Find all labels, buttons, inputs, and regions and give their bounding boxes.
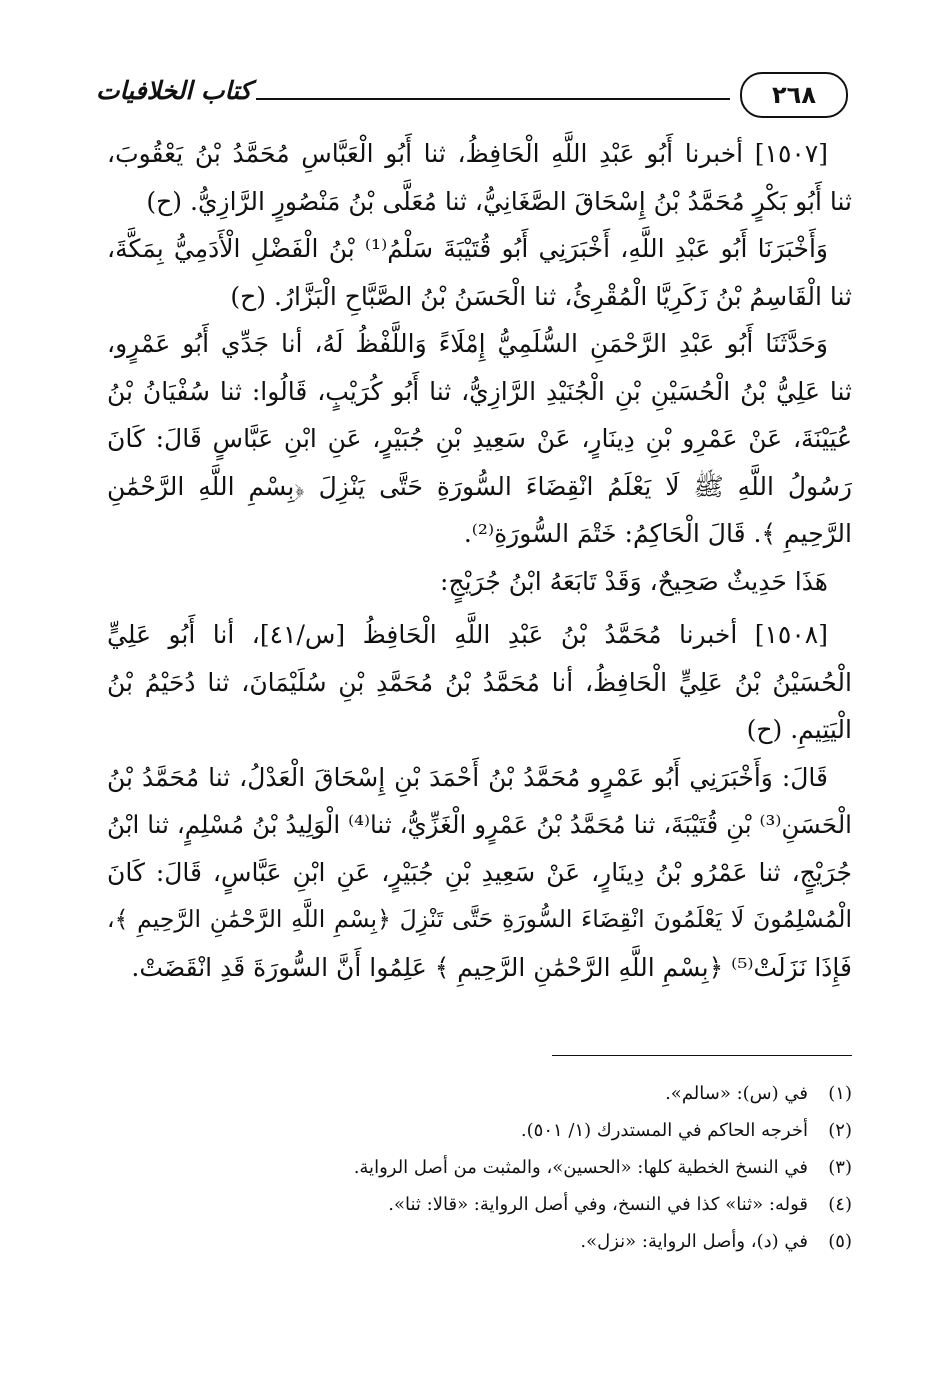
header-rule xyxy=(256,98,730,100)
text-line: عُيَيْنَةَ، عَنْ عَمْرِو بْنِ دِينَارٍ، عَنْ سَعِيدِ بْنِ جُبَيْرٍ، عَنِ ابْنِ عَبَّاسٍ قَالَ: كَانَ xyxy=(107,424,852,453)
text-line: قَالَ: وَأَخْبَرَنِي أَبُو عَمْرٍو مُحَمَّدُ بْنُ أَحْمَدَ بْنِ إِسْحَاقَ الْعَدْلُ، ثنا مُحَمَّدُ بْنُ xyxy=(107,762,828,792)
footnote-text: قوله: «ثنا» كذا في النسخ، وفي أصل الرواية: «قالا: ثنا». xyxy=(388,1194,808,1215)
text-line: [١٥٠٧] أخبرنا أَبُو عَبْدِ اللَّهِ الْحَافِظُ، ثنا أَبُو الْعَبَّاسِ مُحَمَّدُ بْنُ يَعْقُوبَ، xyxy=(107,139,828,168)
text-line: ثنا الْقَاسِمُ بْنُ زَكَرِيَّا الْمُقْرِئُ، ثنا الْحَسَنُ بْنُ الصَّبَّاحِ الْبَزَّارُ. (ح) xyxy=(230,281,852,311)
footnotes xyxy=(107,1075,852,1260)
text-line: الْمُسْلِمُونَ لَا يَعْلَمُونَ انْقِضَاءَ السُّورَةِ حَتَّى تَنْزِلَ ﴿بِسْمِ اللَّهِ الرَّحْمَٰنِ الرَّحِيمِ ﴾، xyxy=(107,905,852,933)
page-number: ٢٦٨ xyxy=(740,72,848,118)
text-line: رَسُولُ اللَّهِ ﷺ لَا يَعْلَمُ انْقِضَاءَ السُّورَةِ حَتَّى يَنْزِلَ ﴿بِسْمِ اللَّهِ الرَّحْمَٰنِ xyxy=(107,471,852,501)
footnote-text: في (د)، وأصل الرواية: «نزل». xyxy=(580,1231,808,1252)
text-line: فَإِذَا نَزَلَتْ⁽⁵⁾ ﴿بِسْمِ اللَّهِ الرَّحْمَٰنِ الرَّحِيمِ ﴾ عَلِمُوا أَنَّ السُّورَةَ قَدِ انْقَضَتْ. xyxy=(131,952,852,982)
text-line: الْحُسَيْنُ بْنُ عَلِيٍّ الْحَافِظُ، أنا مُحَمَّدُ بْنُ مُحَمَّدِ بْنِ سُلَيْمَانَ، ثنا دُحَيْمُ بْنُ xyxy=(107,667,852,697)
footnote-separator xyxy=(552,1055,852,1056)
text-line: هَذَا حَدِيثٌ صَحِيحٌ، وَقَدْ تَابَعَهُ ابْنُ جُرَيْجٍ: xyxy=(440,566,828,596)
text-line: الرَّحِيمِ ﴾. قَالَ الْحَاكِمُ: خَتْمَ السُّورَةِ⁽²⁾. xyxy=(463,519,852,548)
footnote xyxy=(107,1112,852,1149)
footnote xyxy=(107,1149,852,1186)
footnote-number: (٥) xyxy=(828,1231,852,1252)
text-line: وَحَدَّثَنَا أَبُو عَبْدِ الرَّحْمَنِ السُّلَمِيُّ إِمْلَاءً وَاللَّفْظُ لَهُ، أنا جَدِّي أَبُو عَمْرٍو، xyxy=(107,329,828,358)
text-line: الْيَتِيمِ. (ح) xyxy=(746,715,852,744)
text-line: [١٥٠٨] أخبرنا مُحَمَّدُ بْنُ عَبْدِ اللَّهِ الْحَافِظُ [س/٤١]، أنا أَبُو عَلِيٍّ xyxy=(107,620,828,649)
footnote-text: في (س): «سالم». xyxy=(665,1083,808,1104)
footnote-number: (٤) xyxy=(828,1194,852,1215)
footnote xyxy=(107,1186,852,1223)
footnote-text: أخرجه الحاكم في المستدرك (١/ ٥٠١). xyxy=(520,1120,808,1141)
text-line: وَأَخْبَرَنَا أَبُو عَبْدِ اللَّهِ، أَخْبَرَنِي أَبُو قُتَيْبَةَ سَلْمُ⁽¹⁾ بْنُ الْفَضْلِ الْأَدَمِيُّ بِمَكَّةَ، xyxy=(107,234,828,263)
text-line: الْحَسَنِ⁽³⁾ بْنِ قُتَيْبَةَ، ثنا مُحَمَّدُ بْنُ عَمْرٍو الْغَزِّيُّ، ثنا⁽⁴⁾ الْوَلِيدُ بْنُ مُسْلِمٍ، ثنا ابْنُ xyxy=(107,810,852,839)
page-header xyxy=(96,62,848,122)
text-line: جُرَيْجٍ، ثنا عَمْرُو بْنُ دِينَارٍ، عَنْ سَعِيدِ بْنِ جُبَيْرٍ، عَنِ ابْنِ عَبَّاسٍ، قَالَ: كَانَ xyxy=(107,857,852,887)
text-line: ثنا أَبُو بَكْرٍ مُحَمَّدُ بْنُ إِسْحَاقَ الصَّغَانِيُّ، ثنا مُعَلَّى بْنُ مَنْصُورٍ الرَّازِيُّ. (ح) xyxy=(146,186,852,216)
text-line: ثنا عَلِيُّ بْنُ الْحُسَيْنِ بْنِ الْجُنَيْدِ الرَّازِيُّ، ثنا أَبُو كُرَيْبٍ، قَالُوا: ثنا سُفْيَانُ بْنُ xyxy=(107,376,852,406)
footnote-text: في النسخ الخطية كلها: «الحسين»، والمثبت من أصل الرواية. xyxy=(353,1157,808,1178)
footnote-number: (١) xyxy=(828,1083,852,1104)
footnote xyxy=(107,1075,852,1112)
book-title: كتاب الخلافيات xyxy=(96,76,252,105)
footnote-number: (٣) xyxy=(828,1157,852,1178)
footnote xyxy=(107,1223,852,1260)
footnote-number: (٢) xyxy=(828,1120,852,1141)
hadith-text xyxy=(107,130,852,991)
